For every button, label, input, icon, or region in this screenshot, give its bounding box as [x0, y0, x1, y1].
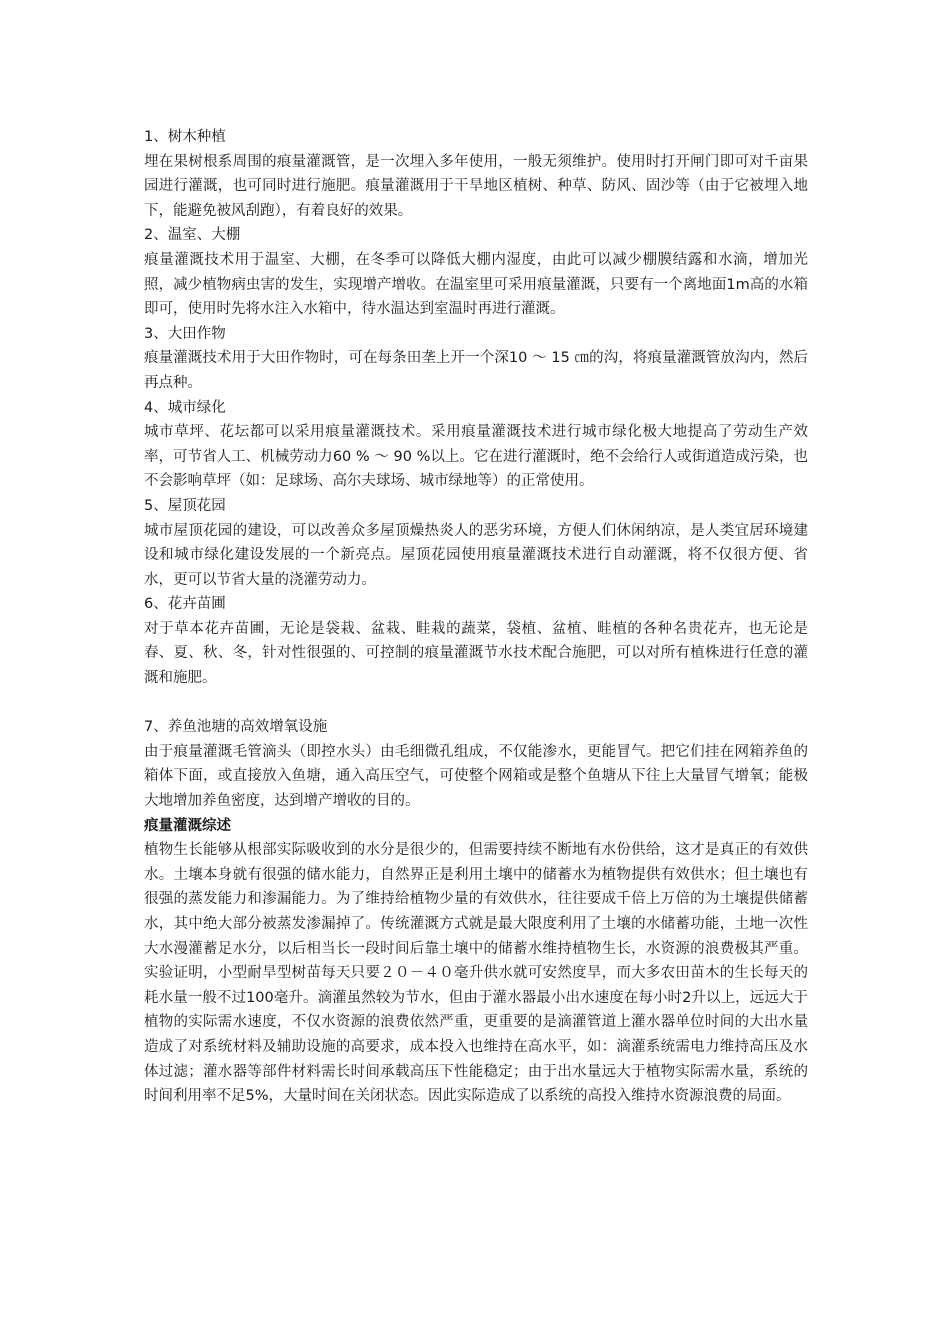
section-heading-field-crops: 3、大田作物 — [144, 325, 226, 342]
section-heading-overview: 痕量灌溉综述 — [144, 817, 231, 834]
section-heading-urban-greening: 4、城市绿化 — [144, 399, 226, 416]
section-heading-greenhouse: 2、温室、大棚 — [144, 227, 241, 244]
section-body-field-crops: 痕量灌溉技术用于大田作物时，可在每条田垄上开一个深10 ～ 15 ㎝的沟，将痕量灌溉管放沟内，然后再点种。 — [144, 350, 808, 391]
section-body-overview: 植物生长能够从根部实际吸收到的水分是很少的，但需要持续不断地有水份供给，这才是真正的有效供水。土壤本身就有很强的储水能力，自然界正是利用土壤中的储蓄水为植物提供有效供水；但土壤也有很强的蒸发能力和渗漏能力。为了维持给植物少量的有效供水，往往要成千倍上万倍的为土壤提供储蓄水，其中绝大部分被蒸发渗漏掉了。传统灌溉方式就是最大限度利用了土壤的水储蓄功能，土地一次性大水漫灌蓄足水分，以后相当长一段时间后靠土壤中的储蓄水维持植物生长，水资源的浪费极其严重。实验证明，小型耐旱型树苗每天只要２０－４０毫升供水就可安然度旱，而大多农田苗木的生长每天的耗水量一般不过100毫升。滴灌虽然较为节水，但由于灌水器最小出水速度在每小时2升以上，远远大于植物的实际需水速度，不仅水资源的浪费依然严重，更重要的是滴灌管道上灌水器单位时间的大出水量造成了对系统材料及辅助设施的高要求，成本投入也维持在高水平，如：滴灌系统需电力维持高压及水体过滤；灌水器等部件材料需长时间承载高压下性能稳定；由于出水量远大于植物实际需水量，系统的时间利用率不足5%，大量时间在关闭状态。因此实际造成了以系统的高投入维持水资源浪费的局面。 — [144, 842, 808, 1105]
section-heading-tree-planting: 1、树木种植 — [144, 129, 226, 145]
section-heading-fish-pond: 7、养鱼池塘的高效增氧设施 — [144, 719, 328, 736]
section-body-roof-garden: 城市屋顶花园的建设，可以改善众多屋顶燥热炎人的恶劣环境，方便人们休闲纳凉，是人类宜居环境建设和城市绿化建设发展的一个新亮点。屋顶花园使用痕量灌溉技术进行自动灌溉，将不仅很方便、省水，更可以节省大量的浇灌劳动力。 — [144, 522, 808, 588]
section-heading-roof-garden: 5、屋顶花园 — [144, 497, 226, 514]
document-body — [144, 125, 808, 1109]
section-body-greenhouse: 痕量灌溉技术用于温室、大棚，在冬季可以降低大棚内湿度，由此可以减少棚膜结露和水滴，增加光照，减少植物病虫害的发生，实现增产增收。在温室里可采用痕量灌溉，只要有一个离地面1m高的水箱即可，使用时先将水注入水箱中，待水温达到室温时再进行灌溉。 — [144, 251, 808, 318]
section-body-urban-greening: 城市草坪、花坛都可以采用痕量灌溉技术。采用痕量灌溉技术进行城市绿化极大地提高了劳动生产效率，可节省人工、机械劳动力60 % ～ 90 %以上。它在进行灌溉时，绝不会给行人或街道造成污染，也不会影响草坪（如：足球场、高尔夫球场、城市绿地等）的正常使用。 — [144, 424, 808, 490]
section-body-fish-pond: 由于痕量灌溉毛管滴头（即控水头）由毛细微孔组成，不仅能渗水，更能冒气。把它们挂在网箱养鱼的箱体下面，或直接放入鱼塘，通入高压空气，可使整个网箱或是整个鱼塘从下往上大量冒气增氧；能极大地增加养鱼密度，达到增产增收的目的。 — [144, 743, 808, 810]
blank-line — [144, 691, 808, 716]
section-body-flower-nursery: 对于草本花卉苗圃，无论是袋栽、盆栽、畦栽的蔬菜，袋植、盆植、畦植的各种名贵花卉，也无论是春、夏、秋、冬，针对性很强的、可控制的痕量灌溉节水技术配合施肥，可以对所有植株进行任意的灌溉和施肥。 — [144, 620, 808, 687]
section-heading-flower-nursery: 6、花卉苗圃 — [144, 596, 226, 613]
section-body-tree-planting: 埋在果树根系周围的痕量灌溉管，是一次埋入多年使用，一般无须维护。使用时打开闸门即可对千亩果园进行灌溉，也可同时进行施肥。痕量灌溉用于干旱地区植树、种草、防风、固沙等（由于它被埋入地下，能避免被风刮跑），有着良好的效果。 — [144, 153, 808, 219]
